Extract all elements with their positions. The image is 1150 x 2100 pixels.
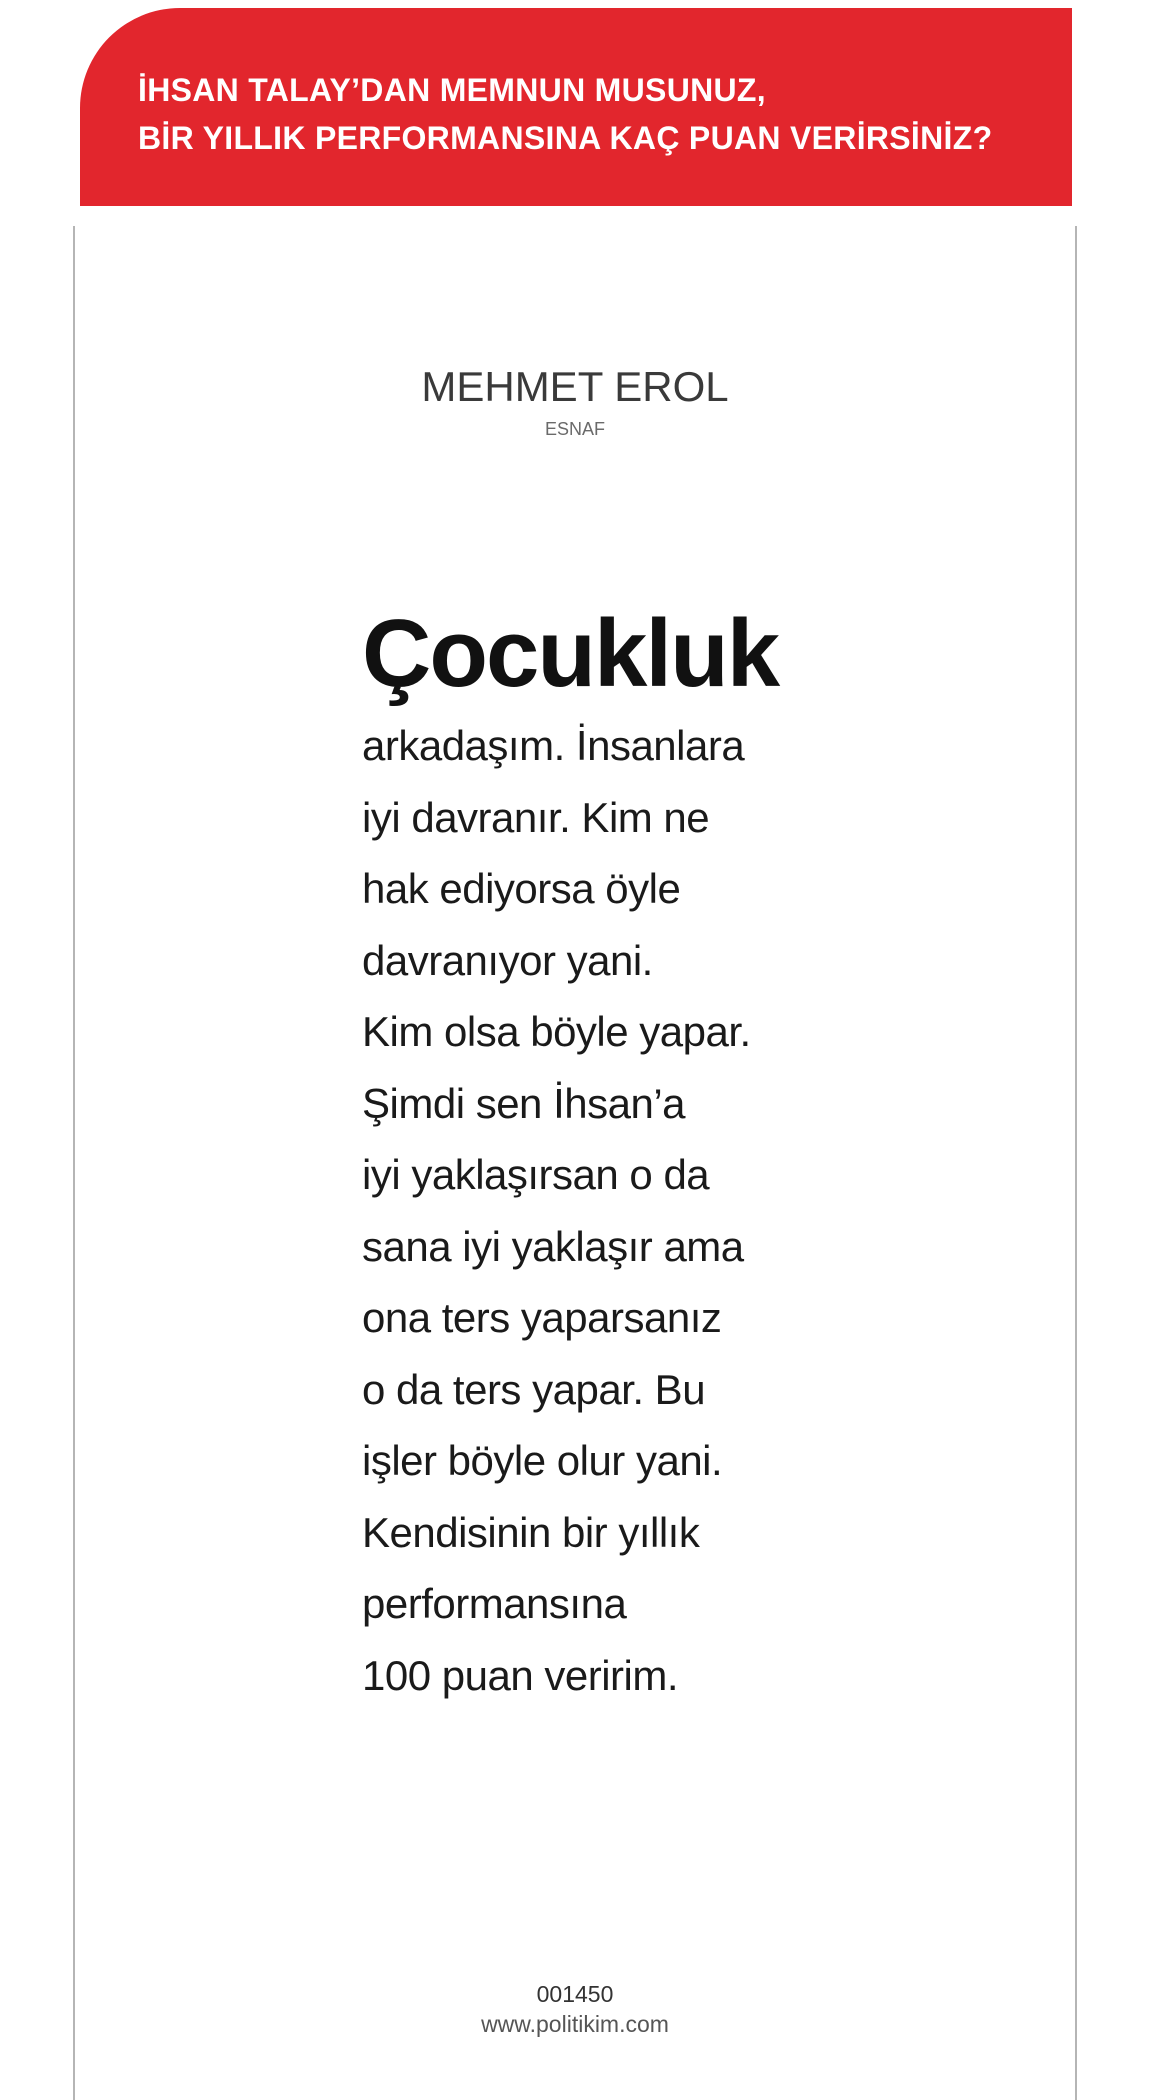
quote-line: performansına (362, 1580, 627, 1627)
quote-line: arkadaşım. İnsanlara (362, 722, 745, 769)
header-question-line-1: İHSAN TALAY’DAN MEMNUN MUSUNUZ, (138, 72, 766, 108)
quote-body (362, 710, 822, 1711)
header-banner (80, 8, 1072, 206)
quote-block (362, 598, 822, 1711)
quote-line: Kim olsa böyle yapar. (362, 1008, 751, 1055)
quote-line: Şimdi sen İhsan’a (362, 1079, 686, 1127)
quote-line: hak ediyorsa öyle (362, 865, 681, 912)
quote-lead-word: Çocukluk (362, 600, 779, 707)
quote-line: davranıyor yani. (362, 936, 653, 984)
frame-right-border (1075, 226, 1077, 2100)
quote-line: Kendisinin bir yıllık (362, 1508, 700, 1556)
frame-left-border (73, 226, 75, 2100)
quote-line: işler böyle olur yani. (362, 1437, 723, 1484)
quote-line: iyi davranır. Kim ne (362, 793, 710, 841)
quote-line: ona ters yaparsanız (362, 1294, 722, 1341)
quote-line: 100 puan veririm. (362, 1651, 678, 1699)
quote-line: o da ters yapar. Bu (362, 1365, 706, 1413)
author-name: MEHMET EROL (421, 363, 729, 410)
quote-line: sana iyi yaklaşır ama (362, 1222, 744, 1270)
footer-code: 001450 (536, 1981, 614, 2007)
quote-line: iyi yaklaşırsan o da (362, 1151, 710, 1198)
author-role: ESNAF (544, 419, 605, 439)
header-question-line-2: BİR YILLIK PERFORMANSINA KAÇ PUAN VERİRSİNİZ? (138, 120, 993, 156)
footer-website-url: www.politikim.com (481, 2011, 669, 2037)
